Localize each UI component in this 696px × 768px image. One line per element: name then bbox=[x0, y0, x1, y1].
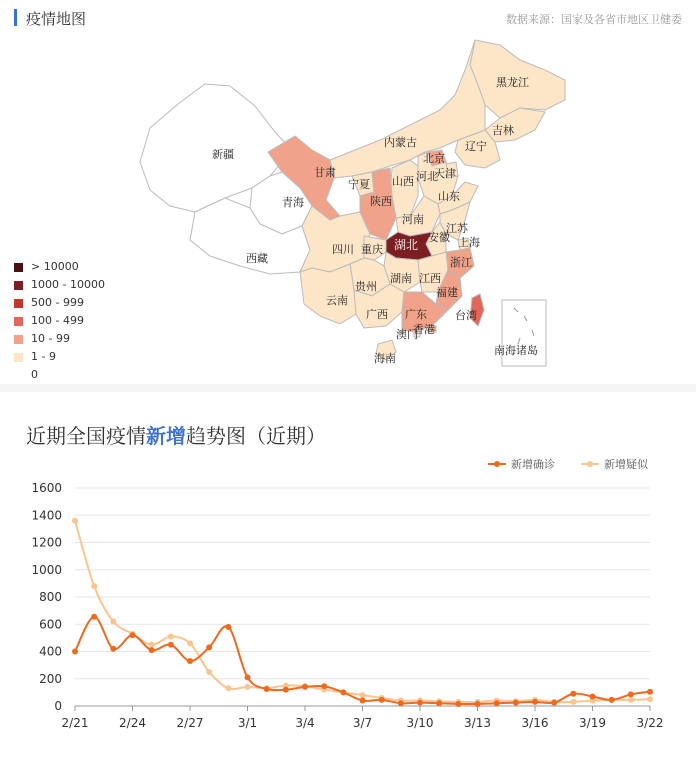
trend-title-highlight: 新增 bbox=[146, 424, 186, 448]
data-point bbox=[283, 687, 289, 693]
data-point bbox=[110, 619, 116, 625]
x-tick-label: 3/19 bbox=[579, 716, 606, 730]
label-chongqing: 重庆 bbox=[361, 243, 383, 256]
label-zhejiang: 浙江 bbox=[450, 256, 472, 269]
map-header bbox=[14, 8, 682, 28]
data-point bbox=[206, 644, 212, 650]
data-point bbox=[379, 697, 385, 703]
label-xianggang: 香港 bbox=[413, 323, 435, 336]
legend-label: 0 bbox=[31, 368, 38, 381]
legend-label-confirmed: 新增确诊 bbox=[511, 458, 555, 471]
data-point bbox=[570, 691, 576, 697]
label-guangdong: 广东 bbox=[405, 308, 427, 321]
data-point bbox=[551, 700, 557, 706]
data-point bbox=[225, 685, 231, 691]
legend-entry[interactable] bbox=[14, 312, 105, 330]
data-point bbox=[455, 701, 461, 707]
data-point bbox=[436, 700, 442, 706]
legend-label: > 10000 bbox=[31, 260, 79, 273]
legend-swatch bbox=[14, 317, 23, 326]
legend-label: 1 - 9 bbox=[31, 350, 56, 363]
legend-swatch bbox=[14, 371, 23, 380]
data-point bbox=[110, 646, 116, 652]
data-point bbox=[513, 700, 519, 706]
legend-swatch bbox=[14, 281, 23, 290]
legend-swatch bbox=[14, 335, 23, 344]
label-shandong: 山东 bbox=[438, 190, 460, 203]
label-qinghai: 青海 bbox=[282, 196, 304, 209]
trend-title-pre: 近期全国疫情 bbox=[26, 424, 146, 448]
label-jiangxi: 江西 bbox=[419, 272, 441, 285]
label-yunnan: 云南 bbox=[326, 294, 348, 307]
label-sichuan: 四川 bbox=[332, 243, 354, 256]
map-title: 疫情地图 bbox=[26, 10, 87, 28]
label-shanghai: 上海 bbox=[458, 236, 480, 249]
label-tianjin: 天津 bbox=[434, 167, 456, 180]
label-shanxi: 山西 bbox=[392, 175, 414, 188]
legend-item-suspected[interactable] bbox=[581, 456, 648, 472]
data-point bbox=[628, 691, 634, 697]
legend-entry[interactable] bbox=[14, 258, 105, 276]
x-tick-label: 3/7 bbox=[352, 716, 373, 730]
x-tick-label: 3/22 bbox=[636, 716, 664, 730]
legend-swatch bbox=[14, 299, 23, 308]
label-nanhai: 南海诸岛 bbox=[494, 344, 538, 357]
legend-label: 500 - 999 bbox=[31, 296, 84, 309]
legend-entry[interactable] bbox=[14, 276, 105, 294]
label-guangxi: 广西 bbox=[366, 308, 388, 321]
x-tick-label: 3/16 bbox=[521, 716, 549, 730]
label-gansu: 甘肃 bbox=[314, 166, 336, 179]
trend-title bbox=[26, 420, 326, 449]
trend-chart-card bbox=[0, 392, 696, 768]
data-point bbox=[321, 683, 327, 689]
label-jilin: 吉林 bbox=[492, 124, 514, 137]
label-taiwan: 台湾 bbox=[455, 309, 477, 322]
series-line-suspected bbox=[75, 521, 650, 702]
label-liaoning: 辽宁 bbox=[465, 140, 487, 153]
data-point bbox=[360, 698, 366, 704]
data-point bbox=[417, 700, 423, 706]
data-point bbox=[302, 684, 308, 690]
data-point bbox=[91, 583, 97, 589]
label-guizhou: 贵州 bbox=[355, 280, 377, 293]
label-hainan: 海南 bbox=[374, 352, 396, 365]
map-legend bbox=[14, 258, 105, 384]
label-henan: 河南 bbox=[402, 213, 424, 226]
data-point bbox=[72, 649, 78, 655]
label-jiangsu: 江苏 bbox=[446, 222, 468, 235]
y-tick-label: 800 bbox=[39, 590, 62, 604]
y-tick-label: 1000 bbox=[31, 562, 62, 577]
data-point bbox=[647, 689, 653, 695]
x-tick-label: 2/24 bbox=[119, 716, 146, 730]
y-tick-label: 1600 bbox=[31, 481, 62, 495]
data-point bbox=[264, 686, 270, 692]
x-tick-label: 3/1 bbox=[237, 716, 258, 730]
y-tick-label: 0 bbox=[54, 699, 62, 713]
label-beijing: 北京 bbox=[423, 152, 445, 165]
chart-legend bbox=[488, 456, 648, 472]
data-point bbox=[628, 697, 634, 703]
label-ningxia: 宁夏 bbox=[348, 178, 370, 191]
title-accent-bar bbox=[14, 9, 17, 26]
data-point bbox=[168, 642, 174, 648]
legend-entry[interactable] bbox=[14, 294, 105, 312]
legend-entry[interactable] bbox=[14, 330, 105, 348]
legend-swatch bbox=[14, 263, 23, 272]
data-point bbox=[149, 647, 155, 653]
label-hubei: 湖北 bbox=[394, 238, 419, 252]
x-tick-label: 2/27 bbox=[176, 716, 204, 730]
data-point bbox=[360, 692, 366, 698]
y-tick-label: 600 bbox=[39, 617, 62, 632]
legend-label: 10 - 99 bbox=[31, 332, 70, 345]
data-point bbox=[532, 699, 538, 705]
data-point bbox=[225, 624, 231, 630]
data-point bbox=[130, 632, 136, 638]
y-tick-label: 1200 bbox=[31, 535, 62, 550]
label-xizang: 西藏 bbox=[246, 252, 268, 265]
legend-entry[interactable] bbox=[14, 348, 105, 366]
data-point bbox=[245, 674, 251, 680]
label-heilongjiang: 黑龙江 bbox=[496, 76, 529, 89]
series-line-confirmed bbox=[75, 617, 650, 704]
legend-entry[interactable] bbox=[14, 366, 105, 384]
label-neimenggu: 内蒙古 bbox=[384, 136, 417, 149]
data-point bbox=[494, 700, 500, 706]
legend-line-suspected bbox=[581, 463, 599, 465]
data-point bbox=[609, 697, 615, 703]
data-point bbox=[340, 689, 346, 695]
label-aomen: 澳门 bbox=[396, 328, 418, 341]
data-point bbox=[91, 614, 97, 620]
data-point bbox=[245, 684, 251, 690]
data-point bbox=[187, 658, 193, 664]
data-point bbox=[206, 669, 212, 675]
y-tick-label: 200 bbox=[39, 671, 62, 686]
map-source: 数据来源：国家及各省市地区卫健委 bbox=[506, 13, 682, 26]
x-tick-label: 2/21 bbox=[61, 716, 89, 730]
data-point bbox=[398, 700, 404, 706]
data-point bbox=[149, 642, 155, 648]
legend-item-confirmed[interactable] bbox=[488, 456, 555, 472]
data-point bbox=[187, 640, 193, 646]
legend-swatch bbox=[14, 353, 23, 362]
legend-label: 1000 - 10000 bbox=[31, 278, 105, 291]
label-hunan: 湖南 bbox=[390, 272, 412, 285]
trend-line-chart[interactable] bbox=[0, 472, 696, 762]
label-xinjiang: 新疆 bbox=[212, 148, 234, 161]
data-point bbox=[590, 693, 596, 699]
legend-label: 100 - 499 bbox=[31, 314, 84, 327]
legend-label-suspected: 新增疑似 bbox=[604, 458, 648, 471]
data-point bbox=[475, 701, 481, 707]
label-fujian: 福建 bbox=[436, 286, 458, 299]
label-hebei: 河北 bbox=[416, 170, 438, 183]
x-tick-label: 3/10 bbox=[406, 716, 434, 730]
legend-line-confirmed bbox=[488, 463, 506, 465]
data-point bbox=[647, 696, 653, 702]
y-tick-label: 1400 bbox=[31, 508, 62, 523]
label-anhui: 安徽 bbox=[428, 231, 450, 244]
label-shaanxi: 陕西 bbox=[370, 195, 392, 208]
x-tick-label: 3/4 bbox=[295, 716, 315, 730]
data-point bbox=[168, 634, 174, 640]
y-tick-label: 400 bbox=[39, 644, 62, 659]
data-point bbox=[72, 518, 78, 524]
x-tick-label: 3/13 bbox=[464, 716, 491, 730]
data-point bbox=[570, 699, 576, 705]
trend-title-post: 趋势图（近期） bbox=[186, 424, 326, 448]
